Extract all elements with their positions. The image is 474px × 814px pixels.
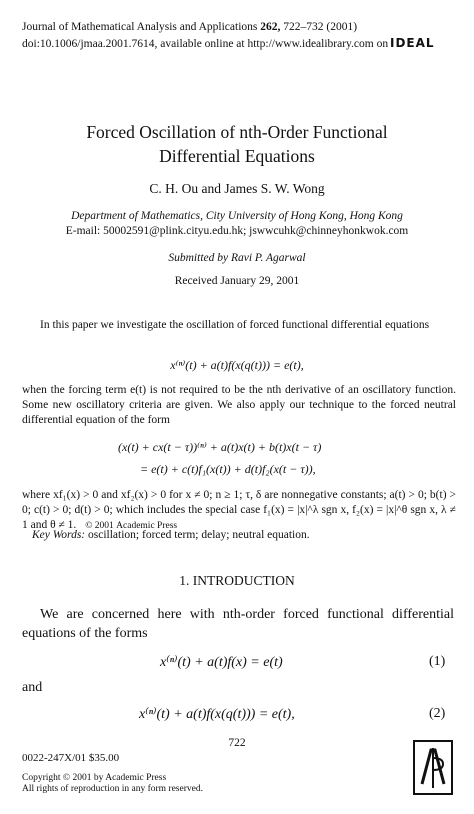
author-email: E-mail: 50002591@plink.cityu.edu.hk; jswwcuhk@chinneyhonkwok.com [65, 225, 409, 237]
price-line: 0022-247X/01 $35.00 [22, 752, 120, 764]
equation-2-number: (2) [429, 706, 446, 721]
abstract-paragraph-3: where xf₁(x) > 0 and xf₂(x) > 0 for x ≠ 0; n ≥ 1; τ, δ are nonnegative constants; a(t) > 0; b(t) > 0; c(t) > 0; d(t) > 0; which includes the special case f₁(x) = |x|^λ sgn x, f₂(x) = |x|^θ sgn x, λ ≠ 1 and θ ≠ 1. © 2001 Academic Press [22, 489, 456, 531]
keywords-label: Key Words: [32, 529, 86, 541]
page-number: 722 [228, 737, 246, 749]
paper-title [0, 120, 474, 168]
keywords [22, 528, 456, 543]
neutral-equation-line-2: = e(t) + c(t)f₁(x(t)) + d(t)f₂(x(t − τ)), [140, 462, 316, 476]
publisher-logo [413, 740, 453, 795]
authors: C. H. Ou and James S. W. Wong [149, 181, 325, 196]
received-date: Received January 29, 2001 [174, 275, 300, 287]
section-heading: 1. INTRODUCTION [179, 573, 295, 588]
equation-2: x⁽ⁿ⁾(t) + a(t)f(x(q(t))) = e(t), [139, 707, 295, 722]
affiliation: Department of Mathematics, City University of Hong Kong, Hong Kong [71, 210, 403, 222]
journal-name: Journal of Mathematical Analysis and Applications [22, 21, 258, 33]
journal-volume: 262, [260, 21, 281, 33]
submitted-by: Submitted by Ravi P. Agarwal [168, 252, 306, 264]
neutral-equation-line-1: (x(t) + cx(t − τ))⁽ⁿ⁾ + a(t)x(t) + b(t)x(t − τ) [118, 440, 322, 454]
abstract-paragraph-1: In this paper we investigate the oscillation of forced functional differential equations [40, 319, 430, 331]
equation-1-number: (1) [429, 654, 446, 669]
doi-line: doi:10.1006/jmaa.2001.7614, available online at http://www.idealibrary.com on [22, 38, 389, 50]
rights-line: All rights of reproduction in any form reserved. [22, 784, 203, 794]
abstract-paragraph-2: when the forcing term e(t) is not required to be the nth derivative of an oscillatory function. Some new oscillatory criteria are given. We also apply our technique to the forced neutral differential equation of the form [22, 384, 456, 426]
ideal-logo: IDEAL [390, 36, 435, 50]
copyright-line: Copyright © 2001 by Academic Press [22, 773, 167, 783]
abstract-equation-1: x⁽ⁿ⁾(t) + a(t)f(x(q(t))) = e(t), [170, 358, 304, 372]
journal-citation [22, 20, 357, 35]
and-text: and [22, 680, 43, 695]
keywords-list: oscillation; forced term; delay; neutral equation. [88, 529, 310, 541]
intro-paragraph: We are concerned here with nth-order forced functional differential equations of the forms [22, 607, 454, 641]
equation-1: x⁽ⁿ⁾(t) + a(t)f(x) = e(t) [160, 655, 283, 670]
abstract-copyright: © 2001 Academic Press [85, 521, 178, 531]
journal-pages-year: 722–732 (2001) [280, 21, 358, 33]
title-line-2: Differential Equations [159, 146, 315, 166]
title-line-1: Forced Oscillation of nth-Order Functional [86, 122, 388, 142]
